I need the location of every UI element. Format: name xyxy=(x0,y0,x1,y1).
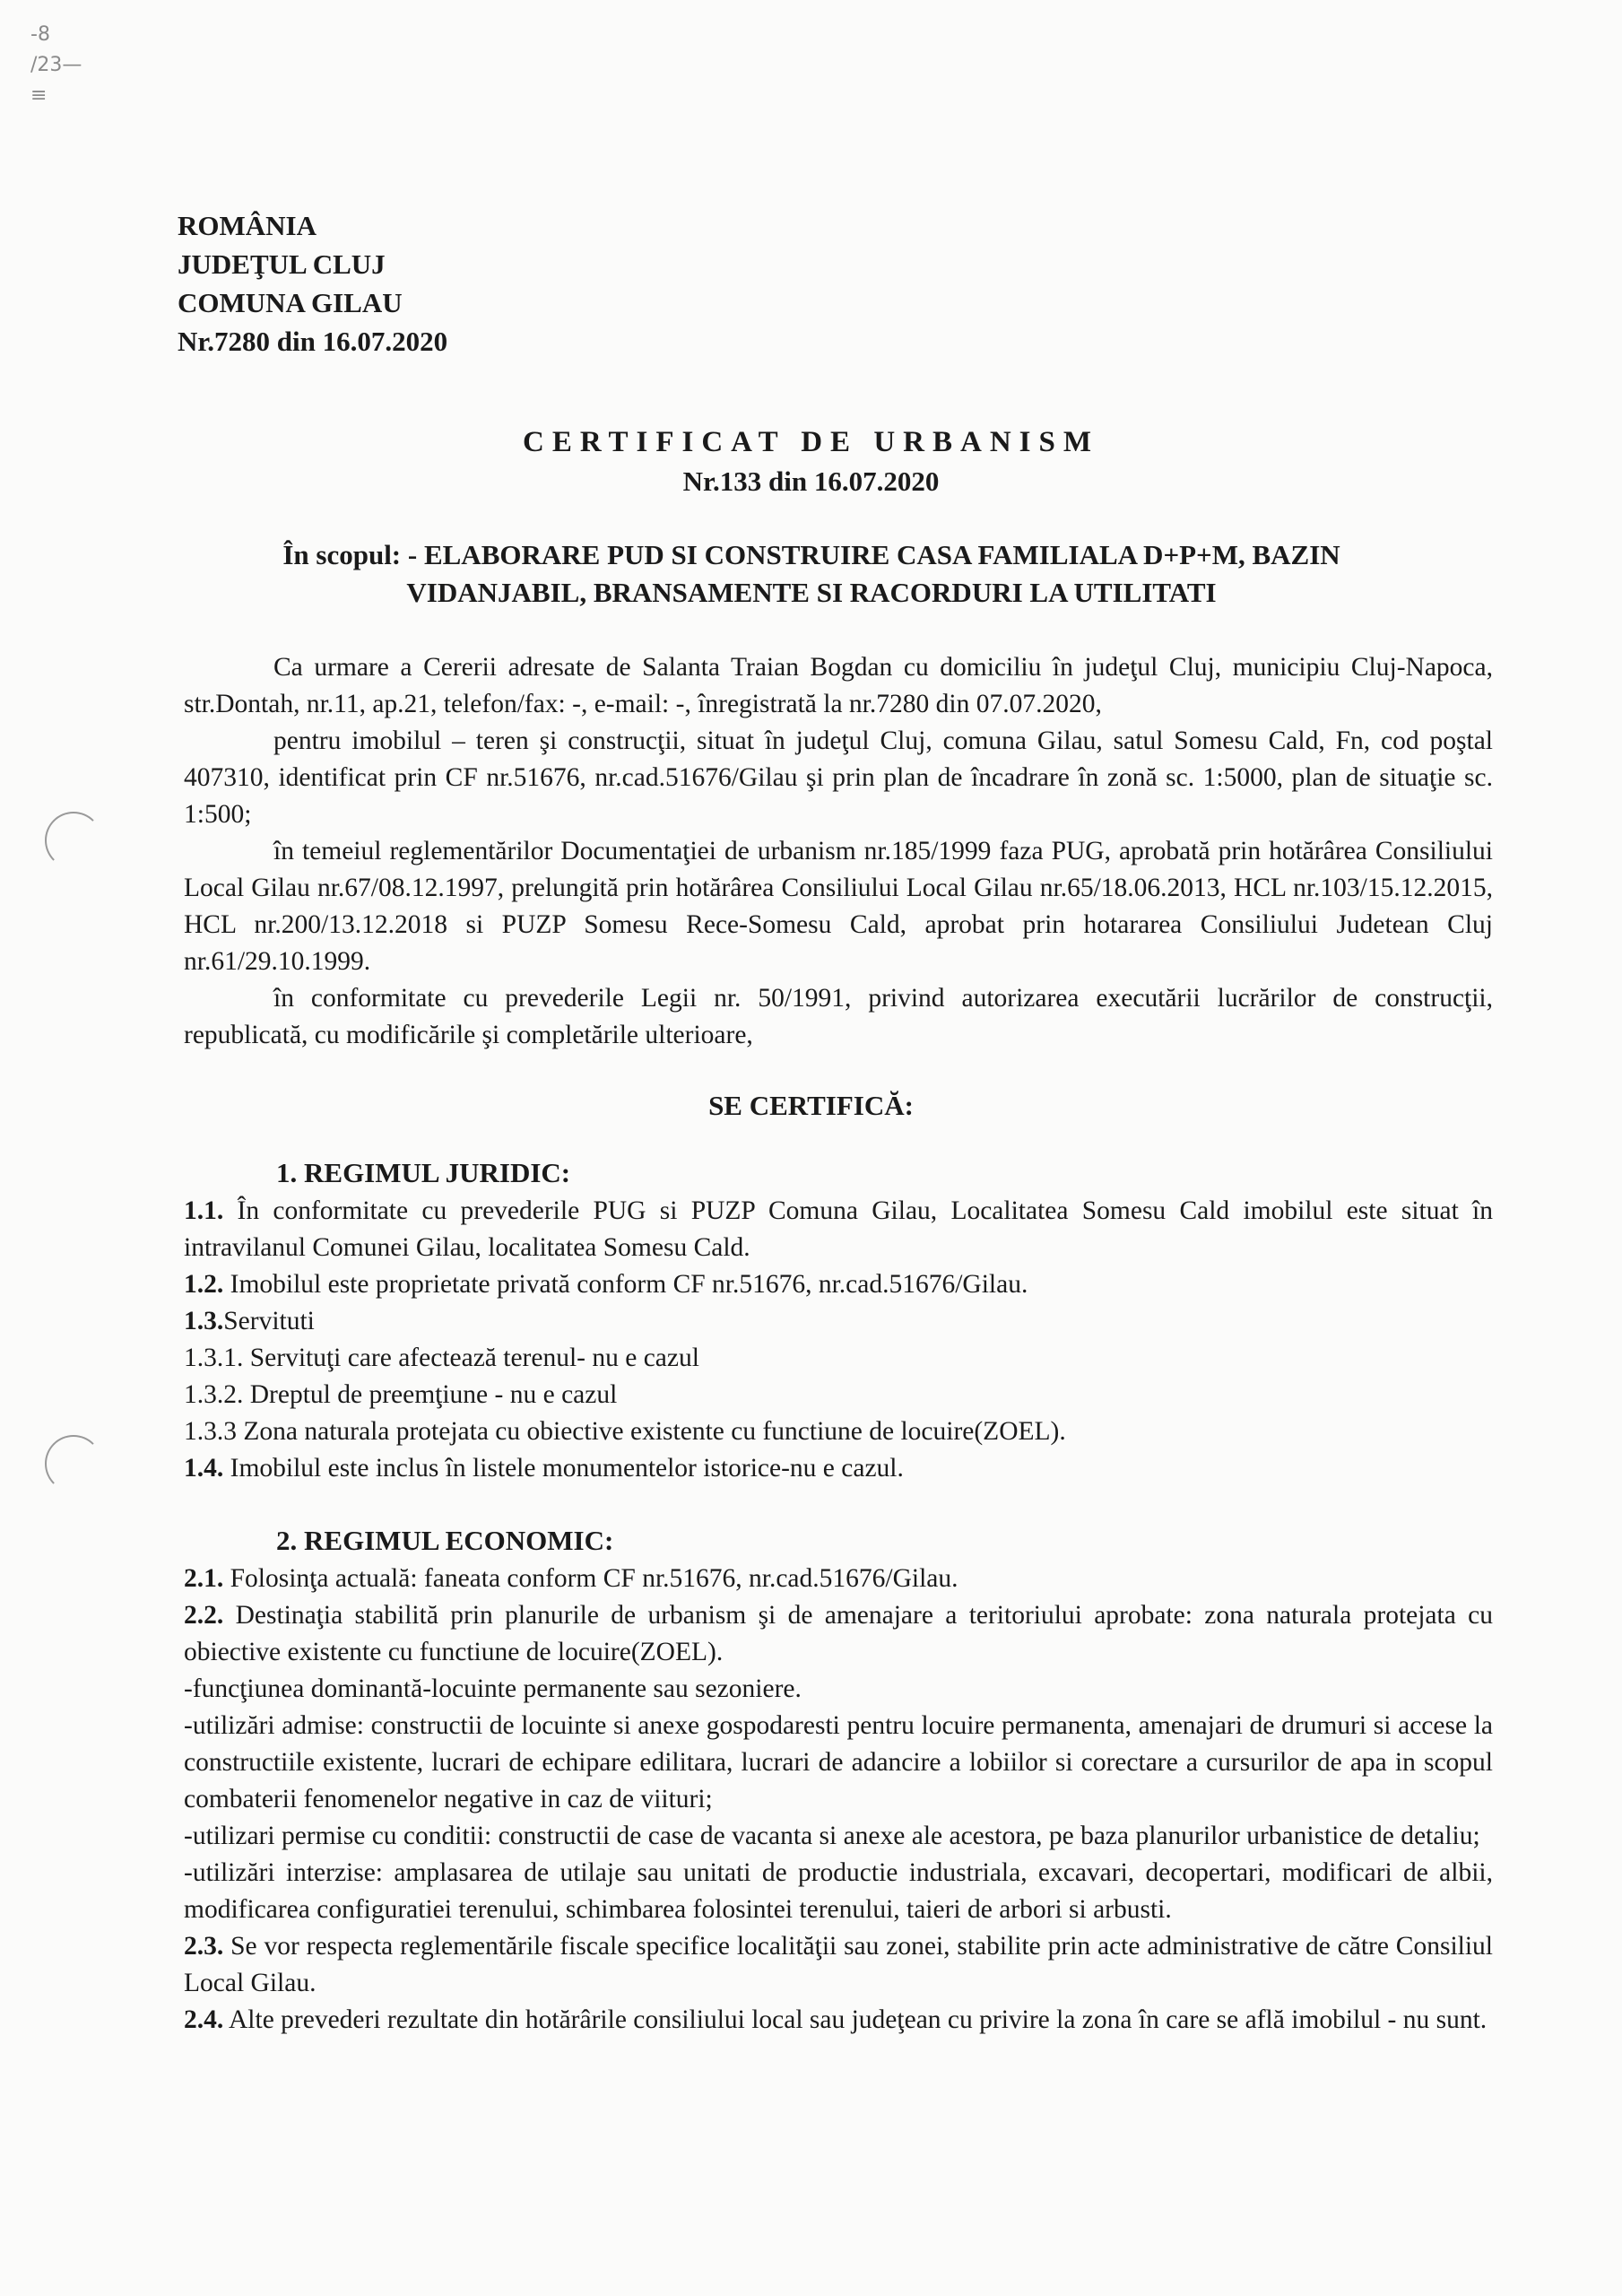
list-item: 2.2. Destinaţia stabilită prin planurile de urbanism şi de amenajare a teritoriului aprobate: zona naturala protejata cu obiective existente cu functiune de locuire(ZOEL). xyxy=(184,1601,1493,1666)
section-2-title: 2. REGIMUL ECONOMIC: xyxy=(276,1525,614,1556)
list-item: -utilizari permise cu conditii: constructii de case de vacanta si anexe ale acestora, pe baza planurilor urbanistice de detaliu; xyxy=(184,1822,1480,1850)
section-2-list xyxy=(184,1561,1493,2039)
margin-mark-2: /23— xyxy=(30,54,82,76)
list-item: -utilizări interzise: amplasarea de utilaje sau unitati de productie industriala, excavari, decopertari, modificari de albii, modificarea configuratiei terenului, schimbarea folosintei terenului, taieri de arbori si arbusti. xyxy=(184,1858,1493,1924)
list-item: 1.2. Imobilul este proprietate privată conform CF nr.51676, nr.cad.51676/Gilau. xyxy=(184,1270,1028,1299)
list-item: 1.3.1. Servituţi care afectează terenul- nu e cazul xyxy=(184,1344,699,1372)
section-1-list xyxy=(184,1193,1493,1487)
county-line: JUDEŢUL CLUJ xyxy=(178,248,386,280)
list-item: 2.4. Alte prevederi rezultate din hotărârile consiliului local sau judeţean cu privire la zona în care se află imobilul - nu sunt. xyxy=(184,2005,1488,2034)
intro-paragraph-legal-basis: în temeiul reglementărilor Documentaţiei de urbanism nr.185/1999 faza PUG, aprobată prin hotărârea Consiliului Local Gilau nr.67/08.12.1997, prelungită prin hotărârea Consiliului Local Gilau nr.65/18.06.2013, HCL nr.103/15.12.2015, HCL nr.200/13.12.2018 si PUZP Somesu Rece-Somesu Cald, aprobat prin hotararea Consiliului Judetean Cluj nr.61/29.10.1999. xyxy=(184,837,1493,976)
punch-hole-mark-lower xyxy=(45,1435,102,1492)
list-item: -utilizări admise: constructii de locuinte si anexe gospodaresti pentru locuire permanenta, amenajari de drumuri si accese la constructiile existente, lucrari de echipare edilitara, lucrari de adancire a lobiilor si corectare a cursurilor de apa in scopul combaterii fenomenelor negative in caz de viituri; xyxy=(184,1711,1493,1813)
list-item: -funcţiunea dominantă-locuinte permanente sau sezoniere. xyxy=(184,1674,802,1703)
intro-paragraphs xyxy=(184,649,1493,1054)
scope-line-1: În scopul: - ELABORARE PUD SI CONSTRUIRE CASA FAMILIALA D+P+M, BAZIN xyxy=(282,539,1340,570)
list-item: 1.4. Imobilul este inclus în listele monumentelor istorice-nu e cazul. xyxy=(184,1454,904,1483)
se-certifica-heading: SE CERTIFICĂ: xyxy=(708,1090,914,1121)
list-item: 1.3.3 Zona naturala protejata cu obiective existente cu functiune de locuire(ZOEL). xyxy=(184,1417,1066,1446)
certificate-title-block xyxy=(0,422,1622,500)
intro-paragraph-property: pentru imobilul – teren şi construcţii, situat în judeţul Cluj, comuna Gilau, satul Somesu Cald, Fn, cod poştal 407310, identificat prin CF nr.51676, nr.cad.51676/Gilau şi prin plan de încadrare în zonă sc. 1:5000, plan de situaţie sc. 1:500; xyxy=(184,726,1493,829)
punch-hole-mark-upper xyxy=(45,812,102,869)
list-item: 2.1. Folosinţa actuală: faneata conform CF nr.51676, nr.cad.51676/Gilau. xyxy=(184,1564,958,1593)
margin-mark-3: ≡ xyxy=(30,84,48,107)
list-item: 1.3.2. Dreptul de preemţiune - nu e cazul xyxy=(184,1380,618,1409)
intro-paragraph-law: în conformitate cu prevederile Legii nr. 50/1991, privind autorizarea executării lucrărilor de construcţii, republicată, cu modificările şi completările ulterioare, xyxy=(184,984,1493,1049)
certificate-number: Nr.133 din 16.07.2020 xyxy=(682,465,940,497)
margin-pencil-marks xyxy=(30,20,82,111)
margin-mark-1: -8 xyxy=(30,23,50,46)
list-item: 2.3. Se vor respecta reglementările fiscale specifice localităţii sau zonei, stabilite prin acte administrative de către Consiliul Local Gilau. xyxy=(184,1932,1493,1997)
issuer-header xyxy=(178,206,447,361)
country-line: ROMÂNIA xyxy=(178,210,317,241)
section-1-title: 1. REGIMUL JURIDIC: xyxy=(276,1157,571,1188)
scope-statement xyxy=(179,536,1444,612)
scope-line-2: VIDANJABIL, BRANSAMENTE SI RACORDURI LA UTILITATI xyxy=(406,577,1217,608)
commune-line: COMUNA GILAU xyxy=(178,287,403,318)
certificate-title: CERTIFICAT DE URBANISM xyxy=(522,426,1100,458)
intro-paragraph-request: Ca urmare a Cererii adresate de Salanta Traian Bogdan cu domiciliu în judeţul Cluj, municipiu Cluj-Napoca, str.Dontah, nr.11, ap.21, telefon/fax: -, e-mail: -, înregistrată la nr.7280 din 07.07.2020, xyxy=(184,653,1493,718)
list-item: 1.3.Servituti xyxy=(184,1307,315,1335)
registration-number: Nr.7280 din 16.07.2020 xyxy=(178,326,448,357)
list-item: 1.1. În conformitate cu prevederile PUG si PUZP Comuna Gilau, Localitatea Somesu Cald imobilul este situat în intravilanul Comunei Gilau, localitatea Somesu Cald. xyxy=(184,1196,1493,1262)
